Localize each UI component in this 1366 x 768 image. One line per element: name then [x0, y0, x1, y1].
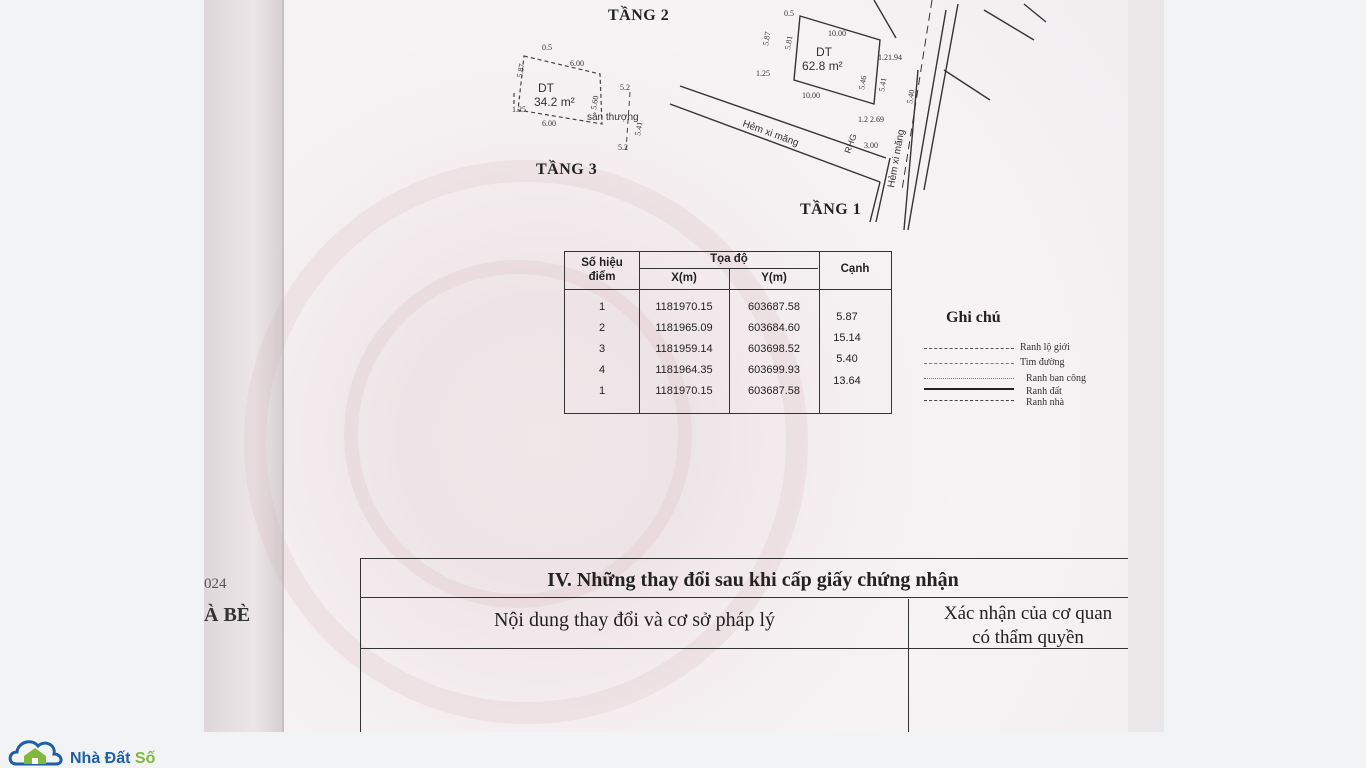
floor-1-plan: [284, 0, 1164, 240]
table-row-id: 2: [598, 322, 606, 334]
legend-line-house: [924, 400, 1014, 401]
floor1-dim: 10.00: [828, 29, 846, 38]
floor1-dim: 5.81: [783, 34, 795, 51]
road-label: Hẻm xi măng: [740, 118, 801, 149]
floor1-dim: 3.00: [864, 141, 878, 150]
floor2-dim: 5.41: [633, 120, 645, 137]
road-label: RHG: [842, 132, 859, 155]
brand-name: [70, 750, 155, 768]
table-row-id: 3: [598, 343, 606, 355]
confirm-line-1: Xác nhận của cơ quan: [943, 603, 1113, 624]
floor2-dim: 0.5: [542, 43, 552, 52]
section-iv-col-content: Nội dung thay đổi và cơ sở pháp lý: [493, 609, 776, 631]
brand-name-part1: Nhà Đất: [70, 750, 131, 767]
table-edge: 5.87: [836, 311, 858, 323]
table-row-x: 1181965.09: [655, 322, 713, 334]
floor1-area-value: 62.8 m²: [802, 59, 843, 73]
header-edge: Cạnh: [840, 263, 870, 275]
table-row-y: 603698.52: [748, 343, 800, 355]
left-page-text-bottom: À BÈ: [204, 604, 251, 626]
floor1-dim: 1.2 2.69: [858, 115, 884, 124]
header-x: X(m): [671, 272, 697, 284]
floor2-note: sân thượng: [587, 112, 639, 123]
section-iv-table: [360, 558, 1146, 732]
table-row-id: 1: [598, 385, 606, 397]
floor1-dim: 5.41: [877, 76, 889, 93]
floor1-dim: 1.21.94: [878, 53, 902, 62]
section-iv-title: IV. Những thay đổi sau khi cấp giấy chứng nhận: [547, 569, 959, 591]
table-row-x: 1181970.15: [655, 385, 713, 397]
floor1-dim: 1.25: [756, 69, 770, 78]
table-row-y: 603684.60: [748, 322, 800, 334]
header-coords: Tọa độ: [710, 253, 748, 265]
table-edge: 15.14: [833, 332, 861, 344]
legend-line-road-boundary: [924, 348, 1014, 349]
house-cloud-icon: [8, 734, 68, 768]
table-row-id: 4: [598, 364, 606, 376]
legend-label: Ranh lộ giới: [1020, 342, 1070, 353]
certificate-page: [284, 0, 1164, 732]
header-point-id: Số hiệu điểm: [581, 257, 623, 283]
floor2-dim: 6.00: [542, 119, 556, 128]
floor1-dim: 5.40: [905, 88, 917, 105]
table-edge: 13.64: [833, 375, 861, 387]
floor-1-label: TẦNG 1: [800, 201, 862, 218]
legend-line-road-center: [924, 363, 1014, 364]
legend-title: Ghi chú: [946, 309, 1001, 326]
floor1-dim: 5.87: [761, 30, 773, 47]
legend-label: Tim đường: [1020, 357, 1065, 368]
floor1-dim: 5.46: [857, 74, 869, 91]
table-row-x: 1181964.35: [655, 364, 713, 376]
table-row-y: 603699.93: [748, 364, 800, 376]
coordinate-table: [564, 251, 892, 414]
legend-line-land: [924, 388, 1014, 390]
document-photo: [204, 0, 1164, 732]
floor-2-label: TẦNG 2: [608, 7, 670, 24]
floor2-dim: 5.2: [620, 83, 630, 92]
legend-line-balcony: [924, 378, 1014, 379]
floor1-dim: 10.00: [802, 91, 820, 100]
header-y: Y(m): [761, 272, 787, 284]
legend: [924, 309, 1124, 419]
table-row-x: 1181959.14: [655, 343, 713, 355]
floor-3-label: TẦNG 3: [536, 161, 598, 178]
floor2-area-value: 34.2 m²: [534, 95, 575, 109]
table-row-x: 1181970.15: [655, 301, 713, 313]
legend-label: Ranh đất: [1026, 386, 1062, 397]
road-label: Hẻm xi măng: [886, 128, 908, 189]
table-row-id: 1: [598, 301, 606, 313]
floor2-dim: 5.2: [618, 143, 628, 152]
confirm-line-2: có thẩm quyền: [972, 627, 1084, 648]
legend-label: Ranh ban công: [1026, 373, 1086, 384]
brand-name-part2: Số: [134, 750, 156, 767]
floor2-dim: 5.87: [515, 62, 527, 79]
left-page-text-top: 024: [204, 576, 227, 592]
table-row-y: 603687.58: [748, 385, 800, 397]
floor2-dim: 1.25: [512, 105, 526, 114]
section-iv-col-confirm: [909, 602, 1147, 650]
floor2-area-label: DT: [538, 81, 554, 95]
floor1-dim: 0.5: [784, 9, 794, 18]
floor2-dim: 5.60: [589, 94, 601, 111]
floor1-area-label: DT: [816, 45, 832, 59]
floor2-dim: 6.00: [570, 59, 584, 68]
right-page-edge: [1128, 0, 1164, 732]
legend-label: Ranh nhà: [1026, 397, 1065, 408]
brand-logo: [8, 734, 168, 768]
table-edge: 5.40: [836, 353, 858, 365]
table-row-y: 603687.58: [748, 301, 800, 313]
